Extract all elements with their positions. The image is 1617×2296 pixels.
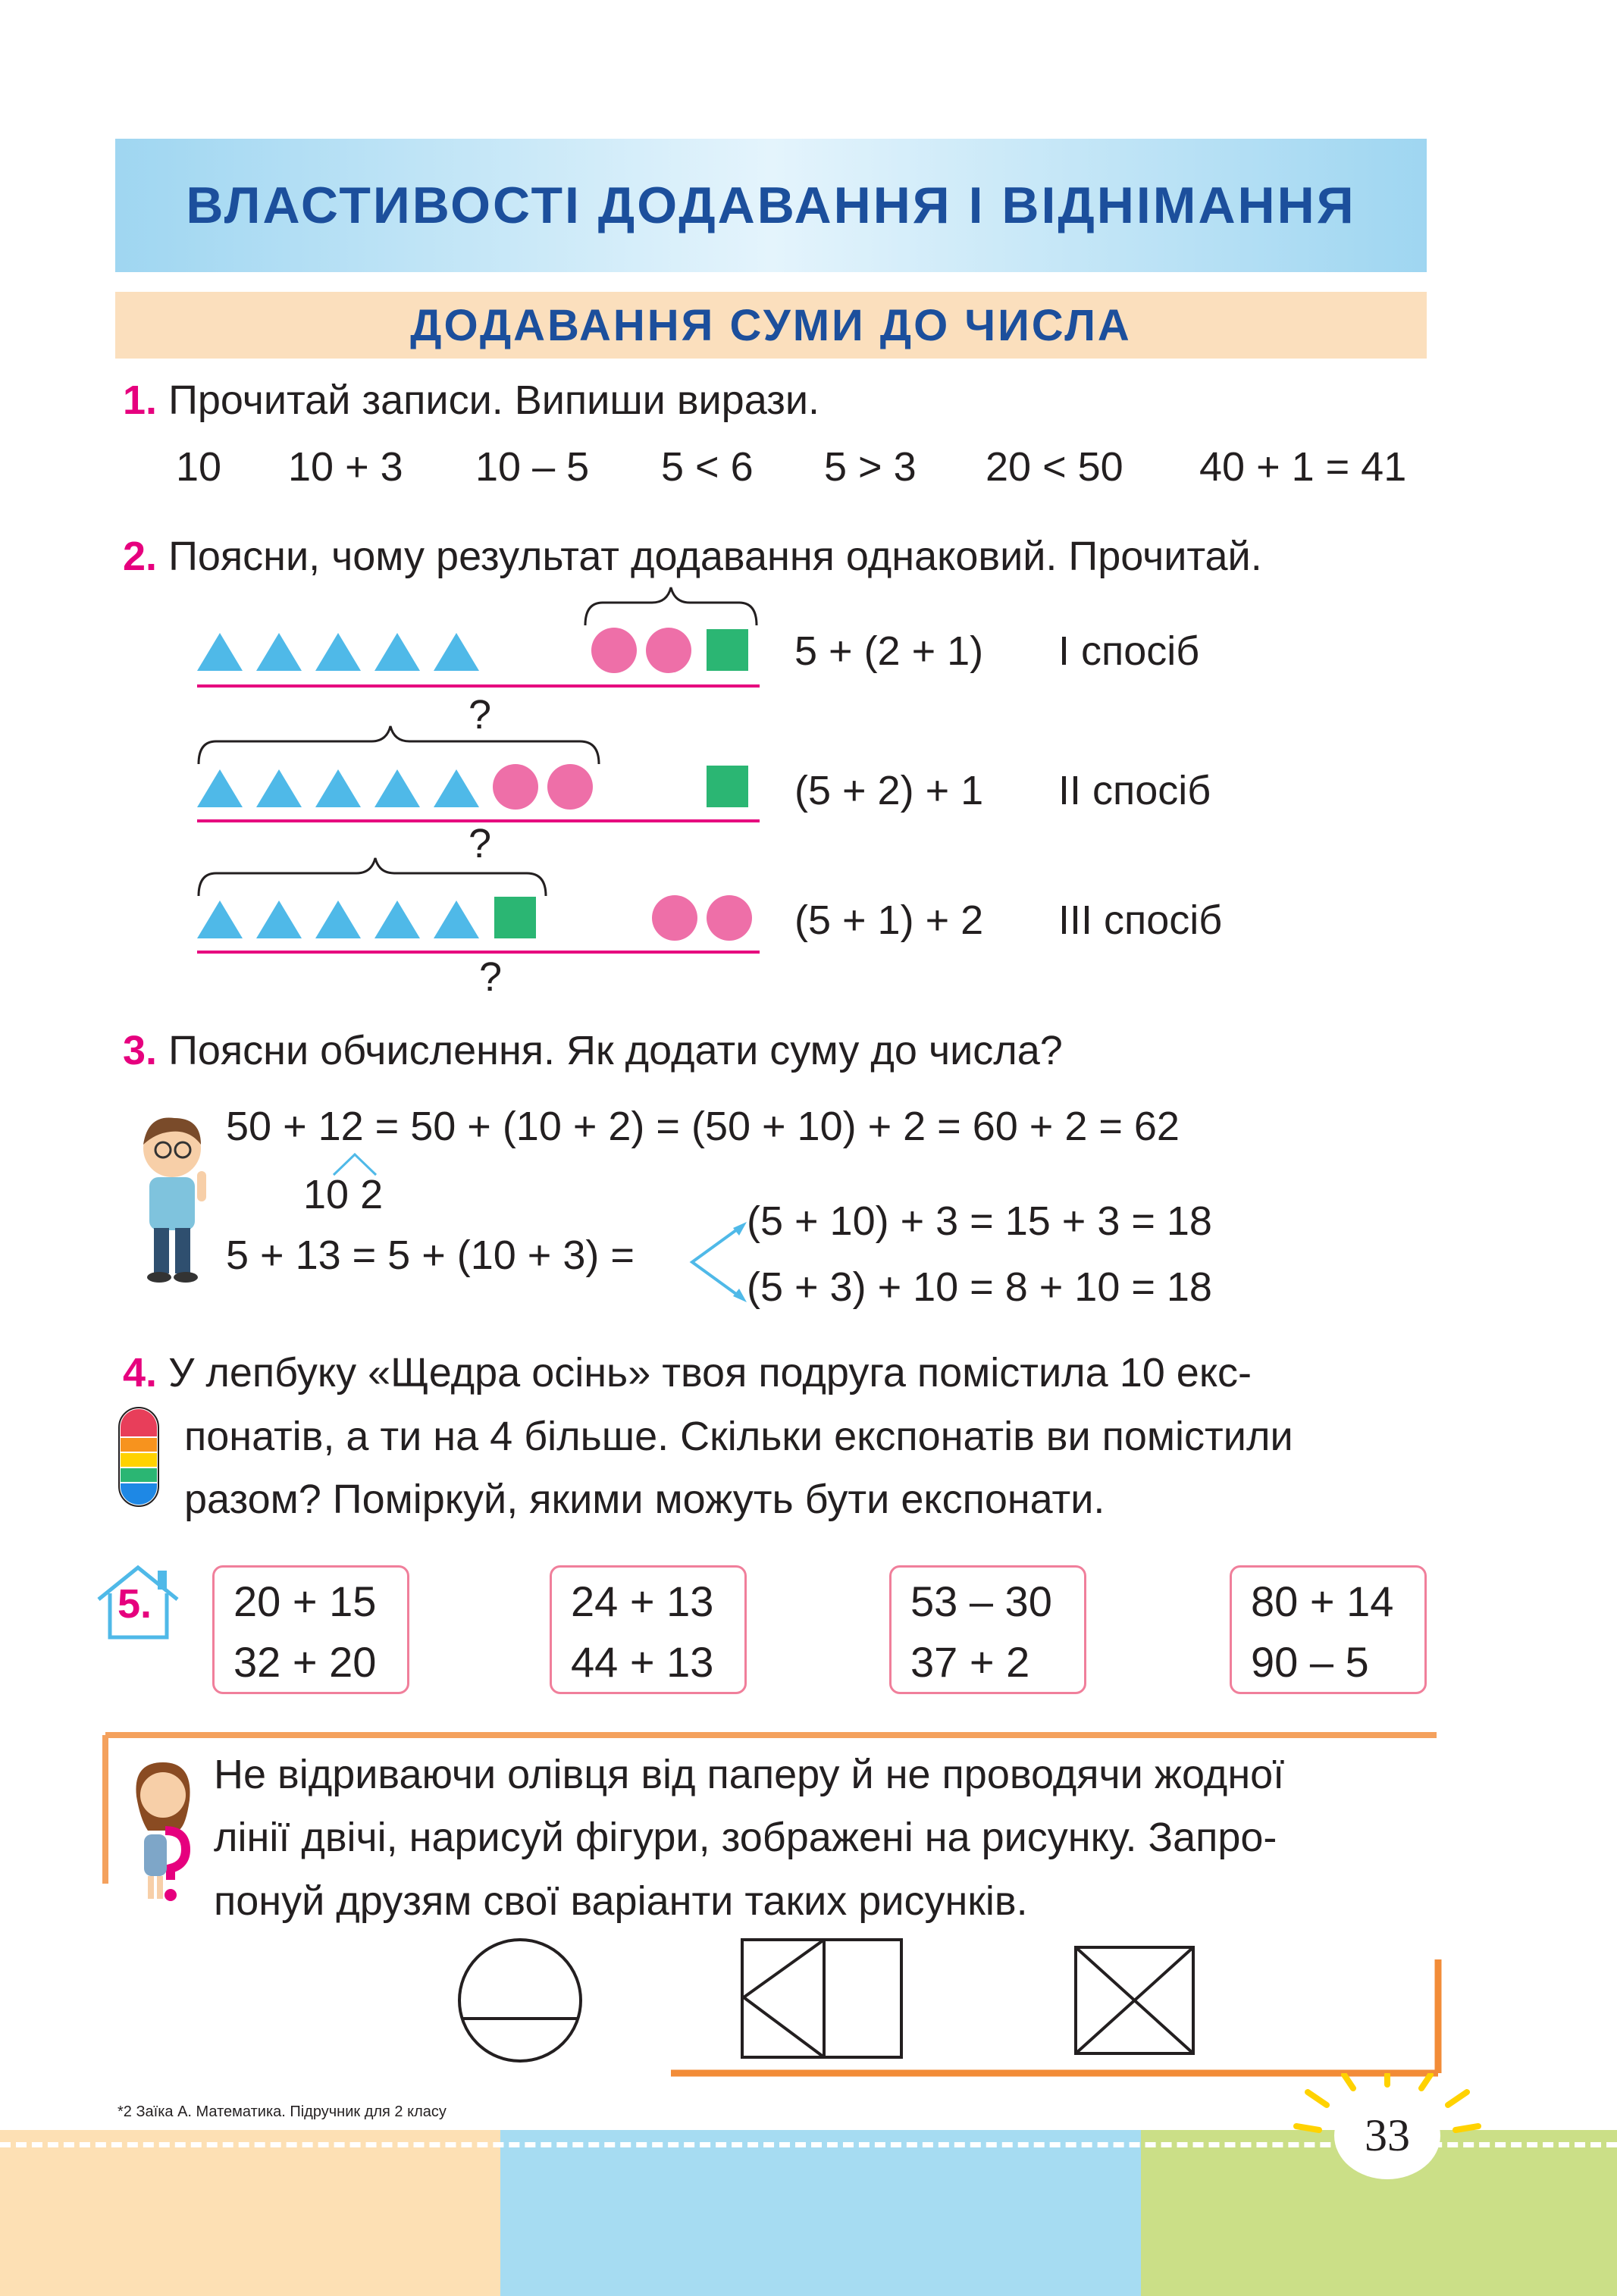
homework-expr: 20 + 15 — [233, 1577, 377, 1625]
task2-number: 2. — [123, 534, 158, 579]
page-number: 33 — [1334, 2092, 1440, 2179]
task3-number: 3. — [123, 1028, 158, 1073]
boy-illustration — [125, 1110, 224, 1285]
task4-line3: разом? Поміркуй, якими можуть бути експонати. — [184, 1477, 1105, 1522]
circle-figure — [455, 1937, 588, 2066]
task1-header — [123, 377, 819, 424]
branch-arrows — [686, 1220, 751, 1304]
task3-text: Поясни обчислення. Як додати суму до числа? — [168, 1028, 1063, 1073]
homework-expr: 44 + 13 — [571, 1638, 714, 1686]
task1-item: 10 + 3 — [288, 444, 403, 490]
triangle-icon — [374, 901, 420, 938]
shapes-diagram — [190, 584, 781, 1008]
triangle-icon — [374, 633, 420, 671]
homework-box — [550, 1565, 747, 1694]
task1-item: 40 + 1 = 41 — [1199, 444, 1407, 490]
homework-box — [889, 1565, 1086, 1694]
task1-item: 5 < 6 — [661, 444, 754, 490]
task3-header — [123, 1027, 1063, 1074]
square-figure — [1073, 1944, 1198, 2058]
brace — [199, 858, 546, 896]
triangle-icon — [197, 633, 243, 671]
way3-expression: (5 + 1) + 2 — [794, 897, 984, 943]
way2-expression: (5 + 2) + 1 — [794, 768, 984, 813]
group-work-icon — [118, 1406, 163, 1508]
row1-shapes — [197, 587, 760, 686]
task1-item: 10 — [176, 444, 222, 490]
brace — [585, 587, 757, 625]
triangle-icon — [315, 769, 361, 807]
triangle-icon — [374, 769, 420, 807]
row3-shapes — [197, 858, 760, 952]
triangle-icon — [434, 633, 479, 671]
task1-item: 10 – 5 — [475, 444, 590, 490]
section-title: ДОДАВАННЯ СУМИ ДО ЧИСЛА — [410, 300, 1132, 350]
title-banner — [115, 139, 1427, 272]
triangle-icon — [434, 769, 479, 807]
circle-icon — [707, 895, 752, 941]
homework-expr: 24 + 13 — [571, 1577, 714, 1625]
task2-header — [123, 533, 1262, 580]
way2-label: ІІ спосіб — [1058, 768, 1211, 813]
brace — [199, 726, 599, 764]
calc-line1: 50 + 12 = 50 + (10 + 2) = (50 + 10) + 2 = 60 + 2 = 62 — [226, 1104, 1180, 1149]
homework-expr: 90 – 5 — [1251, 1638, 1369, 1686]
way1-label: І спосіб — [1058, 628, 1200, 674]
triangle-icon — [256, 901, 302, 938]
task1-item: 20 < 50 — [986, 444, 1123, 490]
girl-illustration — [121, 1759, 205, 1906]
homework-expr: 37 + 2 — [910, 1638, 1030, 1686]
square-icon — [707, 629, 748, 671]
homework-box — [1230, 1565, 1427, 1694]
row2-shapes — [197, 726, 760, 821]
triangle-icon — [315, 633, 361, 671]
square-icon — [707, 766, 748, 807]
task4-number: 4. — [123, 1350, 158, 1395]
task5-number: 5. — [118, 1581, 152, 1627]
question-mark: ? — [468, 692, 492, 738]
triangle-icon — [315, 901, 361, 938]
homework-expr: 53 – 30 — [910, 1577, 1052, 1625]
homework-box — [212, 1565, 409, 1694]
task2-text: Поясни, чому результат додавання однаковий. Прочитай. — [168, 534, 1262, 579]
task1-text: Прочитай записи. Випиши вирази. — [168, 377, 820, 423]
puzzle-line1: Не відриваючи олівця від паперу й не проводячи жодної — [214, 1752, 1285, 1797]
triangle-icon — [197, 769, 243, 807]
circle-icon — [652, 895, 697, 941]
circle-icon — [547, 764, 593, 810]
way1-expression: 5 + (2 + 1) — [794, 628, 984, 674]
circle-icon — [493, 764, 538, 810]
footer-band-peach — [0, 2130, 500, 2296]
task1-number: 1. — [123, 377, 158, 423]
calc-way-a: (5 + 10) + 3 = 15 + 3 = 18 — [747, 1198, 1212, 1244]
footer-band-blue — [500, 2130, 1141, 2296]
puzzle-line2: лінії двічі, нарисуй фігури, зображені на рисунку. Запро- — [214, 1815, 1277, 1860]
way3-label: ІІІ спосіб — [1058, 897, 1223, 943]
footer-note: *2 Заїка А. Математика. Підручник для 2 класу — [118, 2103, 447, 2120]
triangle-icon — [197, 901, 243, 938]
homework-expr: 32 + 20 — [233, 1638, 377, 1686]
task4-line2: понатів, а ти на 4 більше. Скільки експонатів ви помістили — [184, 1414, 1293, 1459]
triangle-icon — [434, 901, 479, 938]
square-icon — [494, 897, 536, 938]
task1-item: 5 > 3 — [824, 444, 917, 490]
puzzle-line3: понуй друзям свої варіанти таких рисунків. — [214, 1878, 1028, 1924]
split-digits: 10 2 — [303, 1172, 384, 1217]
rectangle-figure — [739, 1937, 906, 2062]
calc-way-b: (5 + 3) + 10 = 8 + 10 = 18 — [747, 1264, 1212, 1310]
subtitle-banner — [115, 292, 1427, 359]
question-mark: ? — [468, 821, 492, 866]
task4-text: У лепбуку «Щедра осінь» твоя подруга помістила 10 екс- — [168, 1350, 1252, 1395]
question-mark: ? — [479, 954, 503, 1000]
circle-icon — [646, 628, 691, 673]
calc-line2-left: 5 + 13 = 5 + (10 + 3) = — [226, 1233, 635, 1278]
task4-line1 — [123, 1349, 1252, 1396]
triangle-icon — [256, 769, 302, 807]
page-title: ВЛАСТИВОСТІ ДОДАВАННЯ І ВІДНІМАННЯ — [186, 177, 1356, 234]
homework-expr: 80 + 14 — [1251, 1577, 1394, 1625]
circle-icon — [591, 628, 637, 673]
triangle-icon — [256, 633, 302, 671]
